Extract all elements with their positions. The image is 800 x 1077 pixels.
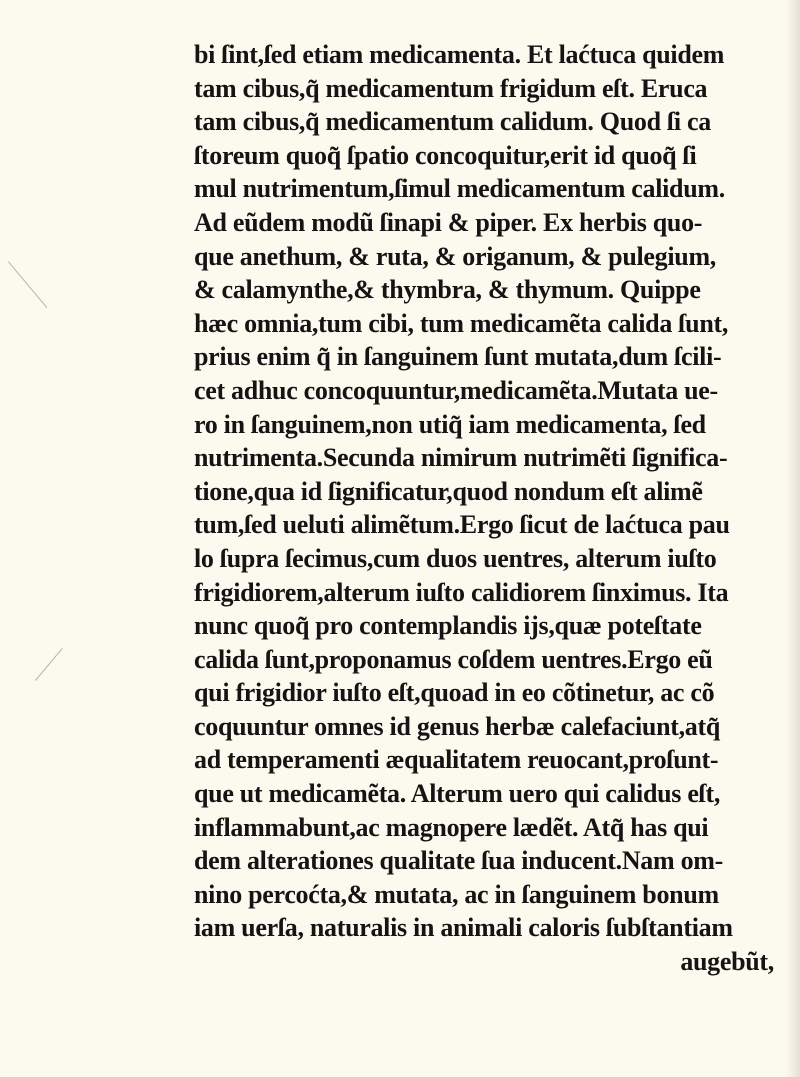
text-line: mul nutrimentum,ſimul medicamentum calidum. <box>194 174 725 204</box>
text-line: hæc omnia,tum cibi, tum medicamẽta calida ſunt, <box>194 308 729 338</box>
text-line: nutrimenta.Secunda nimirum nutrimẽti ſignifica- <box>194 443 728 473</box>
text-line: prius enim q̃ in ſanguinem ſunt mutata,dum ſcili- <box>194 342 722 372</box>
text-line: & calamynthe,& thymbra, & thymum. Quippe <box>194 275 701 305</box>
page-edge-shadow <box>786 0 800 1077</box>
text-line: nunc quoq̃ pro contemplandis ijs,quæ poteſtate <box>194 611 702 641</box>
latin-text-block <box>194 38 774 979</box>
text-line: que anethum, & ruta, & origanum, & pulegium, <box>194 241 716 271</box>
text-line: calida ſunt,proponamus coſdem uentres.Ergo eũ <box>194 644 713 674</box>
text-line: tum,ſed ueluti alimẽtum.Ergo ſicut de laćtuca pau <box>194 510 730 540</box>
text-line: dem alterationes qualitate ſua inducent.Nam om- <box>194 846 723 876</box>
text-line: iam uerſa, naturalis in animali caloris ſubſtantiam <box>194 913 733 943</box>
text-line: tam cibus,q̃ medicamentum calidum. Quod ſi ca <box>194 107 711 137</box>
text-line: ro in ſanguinem,non utiq̃ iam medicamenta, ſed <box>194 409 706 439</box>
text-line: Ad eũdem modũ ſinapi & piper. Ex herbis quo- <box>194 207 703 237</box>
catchword: augebũt, <box>680 947 774 977</box>
text-line: qui frigidior iuſto eſt,quoad in eo cõtinetur, ac cõ <box>194 678 715 708</box>
text-line: ad temperamenti æqualitatem reuocant,proſunt- <box>194 745 719 775</box>
text-line: ſtoreum quoq̃ ſpatio concoquitur,erit id quoq̃ ſi <box>194 140 697 170</box>
text-line: cet adhuc concoquuntur,medicamẽta.Mutata ue- <box>194 375 718 405</box>
text-line: inflammabunt,ac magnopere lædẽt. Atq̃ has qui <box>194 812 709 842</box>
text-line: que ut medicamẽta. Alterum uero qui calidus eſt, <box>194 779 721 809</box>
text-line: lo ſupra ſecimus,cum duos uentres, alterum iuſto <box>194 543 717 573</box>
text-line: coquuntur omnes id genus herbæ calefaciunt,atq̃ <box>194 711 721 741</box>
text-line: nino percoćta,& mutata, ac in ſanguinem bonum <box>194 879 719 909</box>
text-line: frigidiorem,alterum iuſto calidiorem ſinximus. Ita <box>194 577 729 607</box>
faint-margin-stroke <box>8 261 47 308</box>
text-line: tam cibus,q̃ medicamentum frigidum eſt. Eruca <box>194 73 708 103</box>
text-line: tione,qua id ſignificatur,quod nondum eſt alimẽ <box>194 476 703 506</box>
text-line: bi ſint,ſed etiam medicamenta. Et laćtuca quidem <box>194 40 725 69</box>
faint-margin-stroke <box>35 648 63 681</box>
